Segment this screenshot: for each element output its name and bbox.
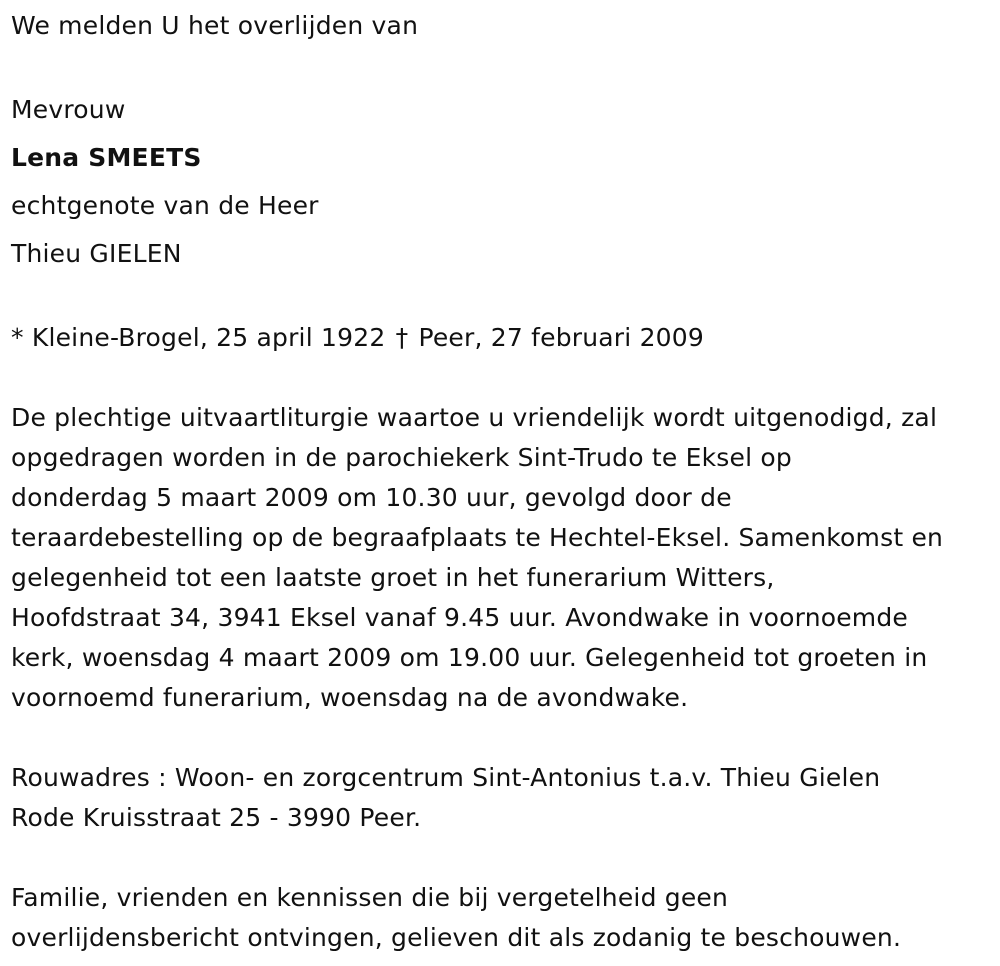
address-line: Rouwadres : Woon- en zorgcentrum Sint-Antonius t.a.v. Thieu Gielen xyxy=(11,763,881,792)
spacer xyxy=(11,278,1000,318)
ceremony-line: kerk, woensdag 4 maart 2009 om 19.00 uur. Gelegenheid tot groeten in xyxy=(11,643,928,672)
spacer xyxy=(11,718,1000,758)
ceremony-line: gelegenheid tot een laatste groet in het funerarium Witters, xyxy=(11,563,775,592)
ceremony-line: De plechtige uitvaartliturgie waartoe u vriendelijk wordt uitgenodigd, zal xyxy=(11,403,938,432)
closing-line: overlijdensbericht ontvingen, gelieven dit als zodanig te beschouwen. xyxy=(11,923,902,952)
ceremony-line: Hoofdstraat 34, 3941 Eksel vanaf 9.45 uur. Avondwake in voornoemde xyxy=(11,603,909,632)
ceremony-line: opgedragen worden in de parochiekerk Sint-Trudo te Eksel op xyxy=(11,443,792,472)
ceremony-line: donderdag 5 maart 2009 om 10.30 uur, gevolgd door de xyxy=(11,483,732,512)
closing-paragraph xyxy=(11,878,1000,958)
address-line: Rode Kruisstraat 25 - 3990 Peer. xyxy=(11,803,422,832)
spacer xyxy=(11,838,1000,878)
relation-text: echtgenote van de Heer xyxy=(11,191,319,220)
birth-info: * Kleine-Brogel, 25 april 1922 xyxy=(11,323,386,352)
deceased-name: Lena SMEETS xyxy=(11,143,202,172)
ceremony-line: voornoemd funerarium, woensdag na de avondwake. xyxy=(11,683,689,712)
spacer xyxy=(11,358,1000,398)
spacer xyxy=(11,46,1000,86)
ceremony-line: teraardebestelling op de begraafplaats te Hechtel-Eksel. Samenkomst en xyxy=(11,523,944,552)
ceremony-paragraph xyxy=(11,398,1000,718)
spouse-name: Thieu GIELEN xyxy=(11,239,182,268)
address-paragraph xyxy=(11,758,1000,838)
life-dates xyxy=(11,318,1000,358)
cross-icon: † xyxy=(395,323,409,352)
salutation: Mevrouw xyxy=(11,95,126,124)
death-info: Peer, 27 februari 2009 xyxy=(418,323,705,352)
closing-line: Familie, vrienden en kennissen die bij vergetelheid geen xyxy=(11,883,729,912)
intro-text: We melden U het overlijden van xyxy=(11,11,419,40)
